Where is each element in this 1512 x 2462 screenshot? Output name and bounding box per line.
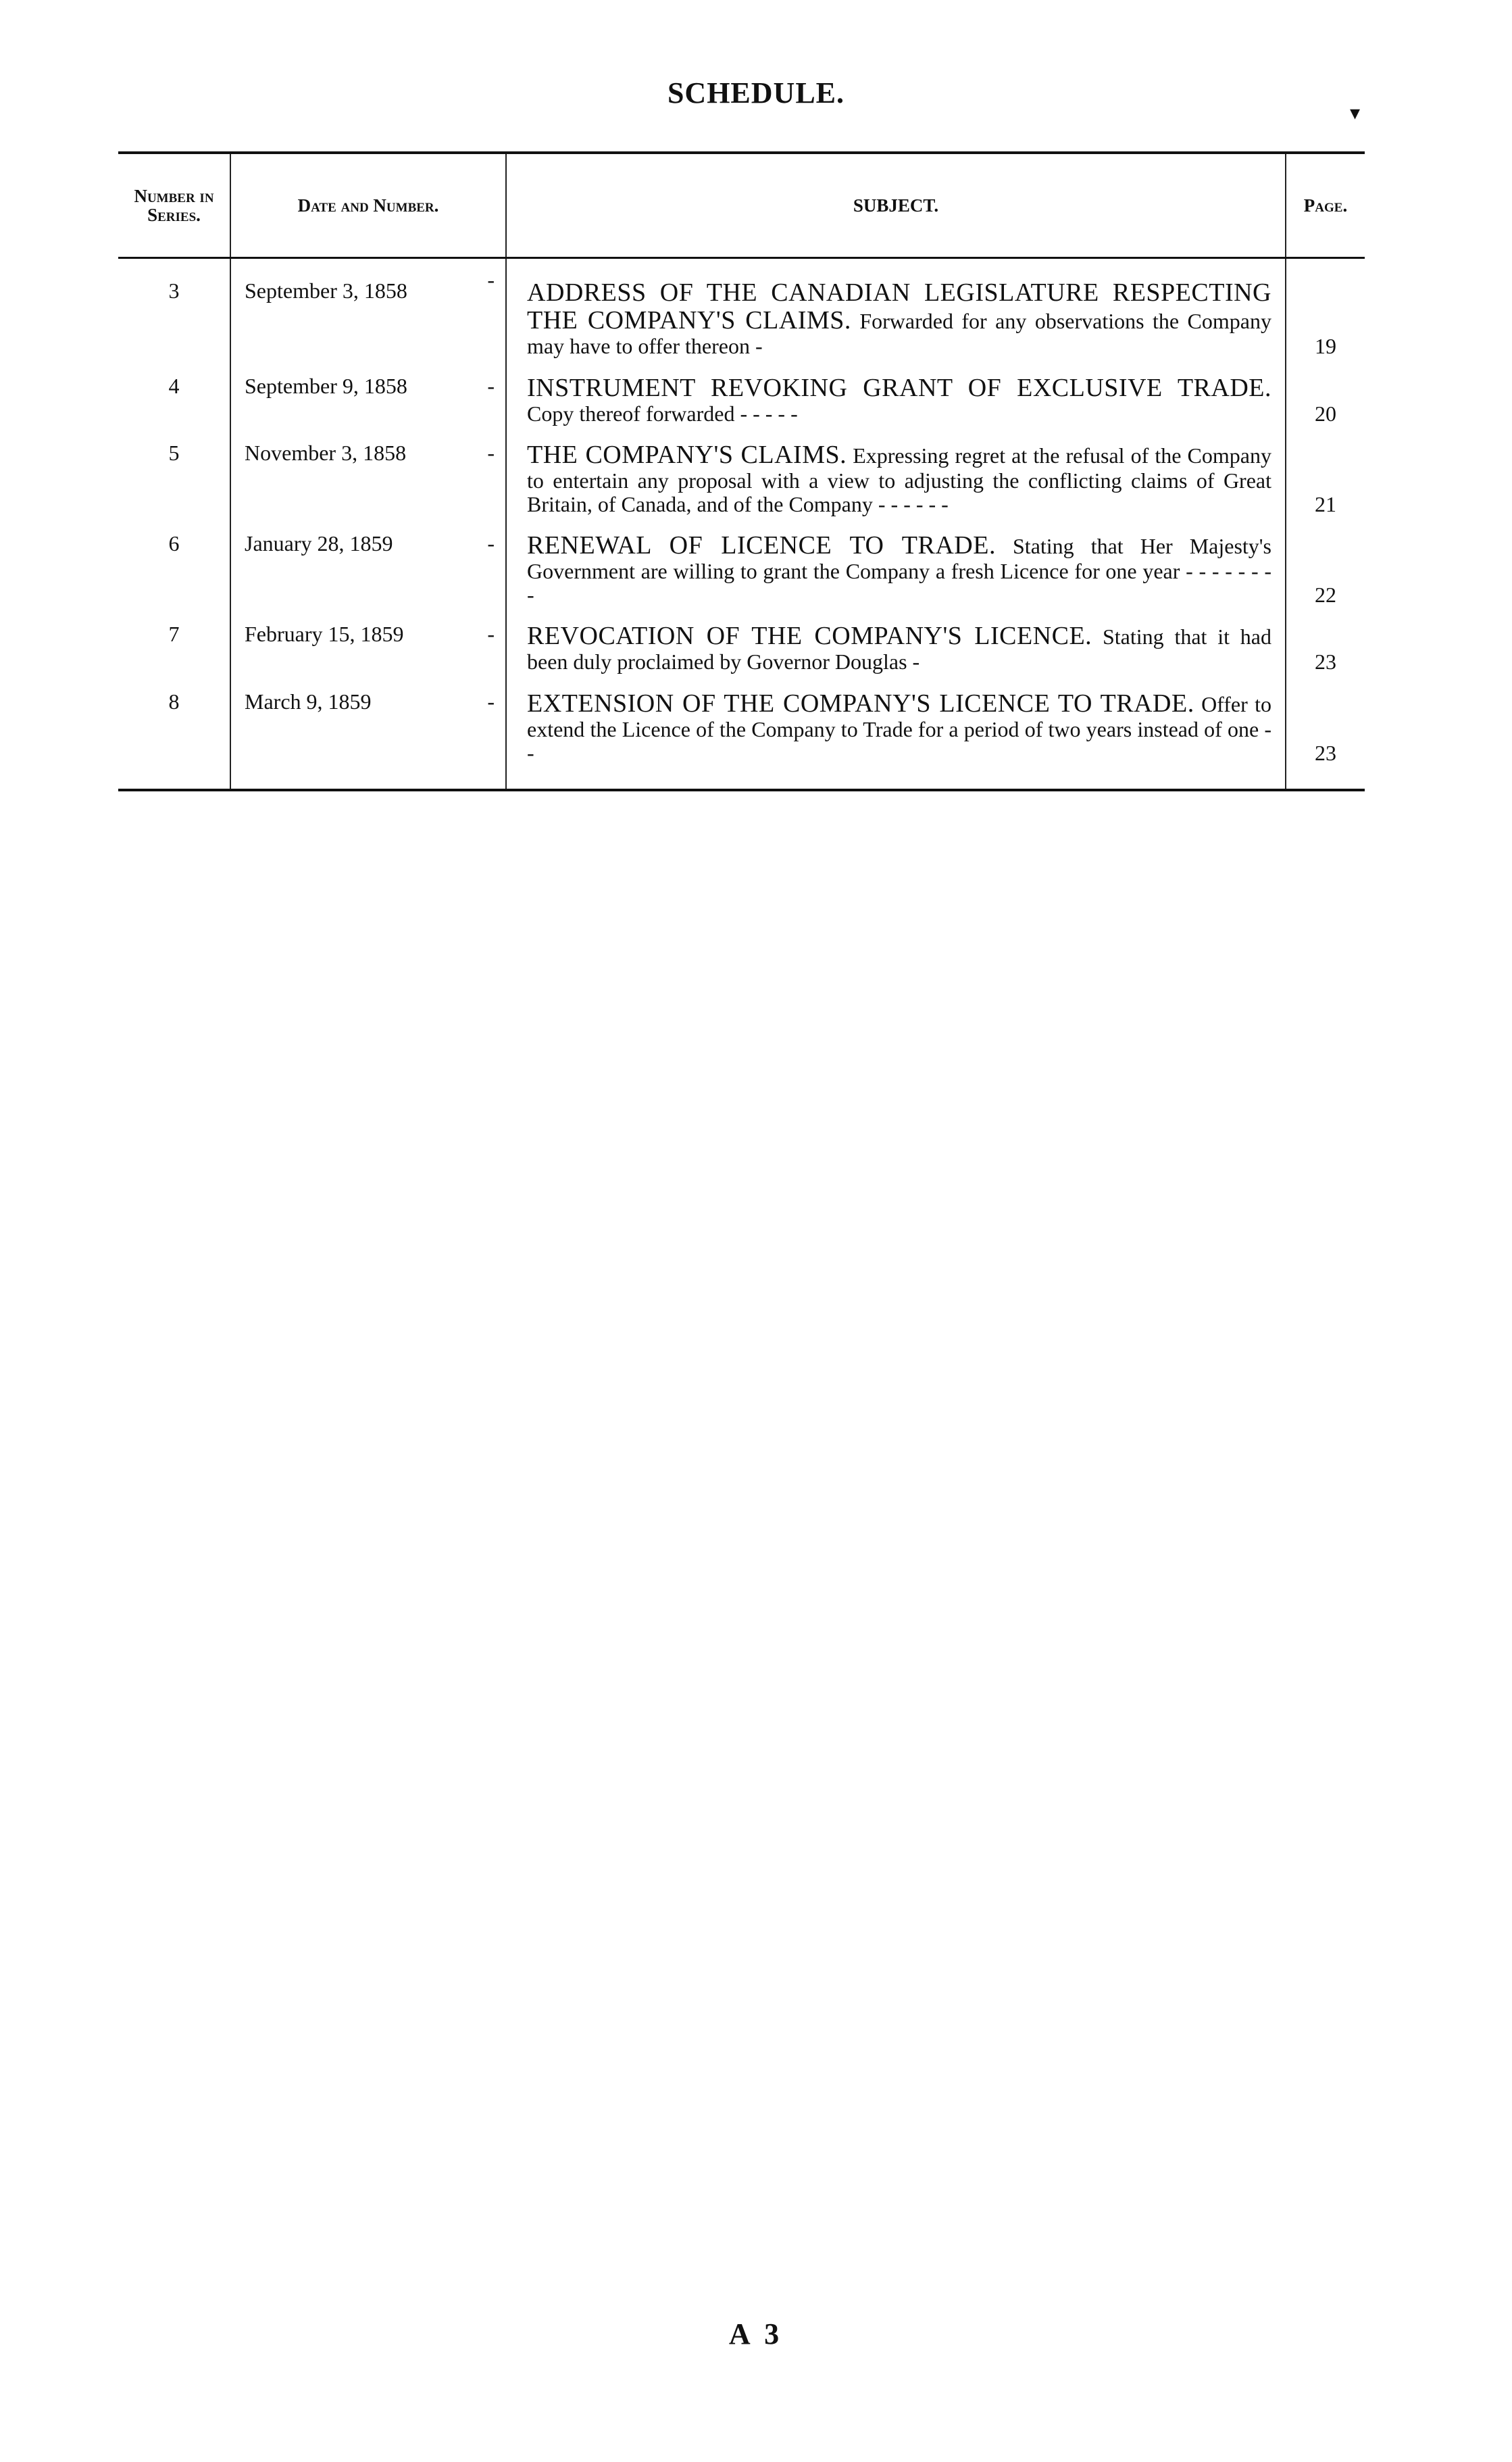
row-page: 23: [1286, 613, 1365, 681]
row-date-cell: [230, 365, 506, 433]
row-date-cell: [230, 613, 506, 681]
table-row: [118, 613, 1365, 681]
table-body: [118, 258, 1365, 791]
row-subject-text: Copy thereof forwarded: [527, 401, 735, 426]
row-date: February 15, 1859: [245, 622, 404, 647]
footer-rule-row: [118, 790, 1365, 794]
header-subject: SUBJECT.: [506, 153, 1286, 258]
row-subject-heading: RENEWAL OF LICENCE TO TRADE.: [527, 531, 996, 560]
row-date: September 9, 1858: [245, 373, 407, 398]
row-date-cell: [230, 522, 506, 613]
row-subject-heading: THE COMPANY'S CLAIMS.: [527, 441, 847, 470]
row-subject-text: Forwarded for any observations the Company may have to offer thereon: [527, 309, 1271, 359]
row-subject: [506, 432, 1286, 522]
row-number: 4: [168, 373, 180, 398]
row-leader-dashes: - - - - - -: [878, 491, 949, 516]
row-date: November 3, 1858: [245, 441, 407, 466]
row-subject-heading: REVOCATION OF THE COMPANY'S LICENCE.: [527, 622, 1092, 651]
row-subject-text: Expressing regret at the refusal of the Company to entertain any proposal with a view to adjusting the conflicting claims of Great Britain, of Canada, and of the Company: [527, 443, 1271, 516]
row-subject-text: Offer to extend the Licence of the Company to Trade for a period of two years instead of one: [527, 692, 1271, 742]
row-number: 8: [168, 689, 180, 714]
row-date: March 9, 1859: [245, 689, 372, 714]
row-leader-dashes: - - - - - - - -: [527, 559, 1272, 607]
table-footer-rule: [118, 790, 1365, 794]
schedule-table: [118, 151, 1365, 794]
row-number: 5: [168, 441, 180, 466]
row-subject-text: Stating that Her Majesty's Government are willing to grant the Company a fresh Licence for one year: [527, 534, 1272, 584]
row-subject-heading: INSTRUMENT REVOKING GRANT OF EXCLUSIVE TRADE.: [527, 373, 1271, 402]
row-page: 20: [1286, 365, 1365, 433]
row-leader-dashes: -: [755, 334, 763, 359]
header-date-and-number: Date and Number.: [230, 153, 506, 258]
table-row: [118, 681, 1365, 790]
row-page: 23: [1286, 681, 1365, 790]
header-page: Page.: [1286, 153, 1365, 258]
corner-mark: ▾: [1350, 102, 1361, 124]
row-date: January 28, 1859: [245, 531, 393, 556]
table-row: [118, 365, 1365, 433]
row-date-dash: -: [487, 689, 495, 714]
row-subject: [506, 365, 1286, 433]
row-date-dash: -: [487, 531, 495, 556]
table-row: [118, 432, 1365, 522]
table-row: [118, 258, 1365, 365]
row-leader-dashes: - - - - -: [740, 401, 798, 426]
row-date-cell: [230, 258, 506, 365]
row-date-cell: [230, 432, 506, 522]
row-date-cell: [230, 681, 506, 790]
row-page: 21: [1286, 432, 1365, 522]
page-title: SCHEDULE.: [667, 76, 845, 109]
row-subject-heading: ADDRESS OF THE CANADIAN LEGISLATURE RESPECTING THE COMPANY'S CLAIMS.: [527, 278, 1271, 335]
row-date-dash: -: [487, 373, 495, 398]
row-page: 19: [1286, 258, 1365, 365]
row-number: 7: [168, 622, 180, 647]
row-number: 3: [168, 278, 180, 303]
row-subject-text: Stating that it had been duly proclaimed by Governor Douglas: [527, 624, 1271, 674]
row-page: 22: [1286, 522, 1365, 613]
header-number-in-series: Number in Series.: [134, 185, 214, 225]
row-date-dash: -: [487, 268, 495, 292]
page-signature: A 3: [728, 2317, 784, 2350]
row-number: 6: [168, 531, 180, 556]
row-date: September 3, 1858: [245, 278, 407, 303]
row-subject: [506, 613, 1286, 681]
row-date-dash: -: [487, 622, 495, 647]
table-header: [118, 153, 1365, 258]
table-row: [118, 522, 1365, 613]
row-subject: [506, 522, 1286, 613]
row-subject-heading: EXTENSION OF THE COMPANY'S LICENCE TO TRADE.: [527, 689, 1194, 718]
row-leader-dashes: - -: [527, 717, 1272, 765]
header-row: [118, 153, 1365, 258]
row-date-dash: -: [487, 441, 495, 466]
row-subject: [506, 258, 1286, 365]
row-leader-dashes: -: [912, 649, 920, 674]
row-subject: [506, 681, 1286, 790]
